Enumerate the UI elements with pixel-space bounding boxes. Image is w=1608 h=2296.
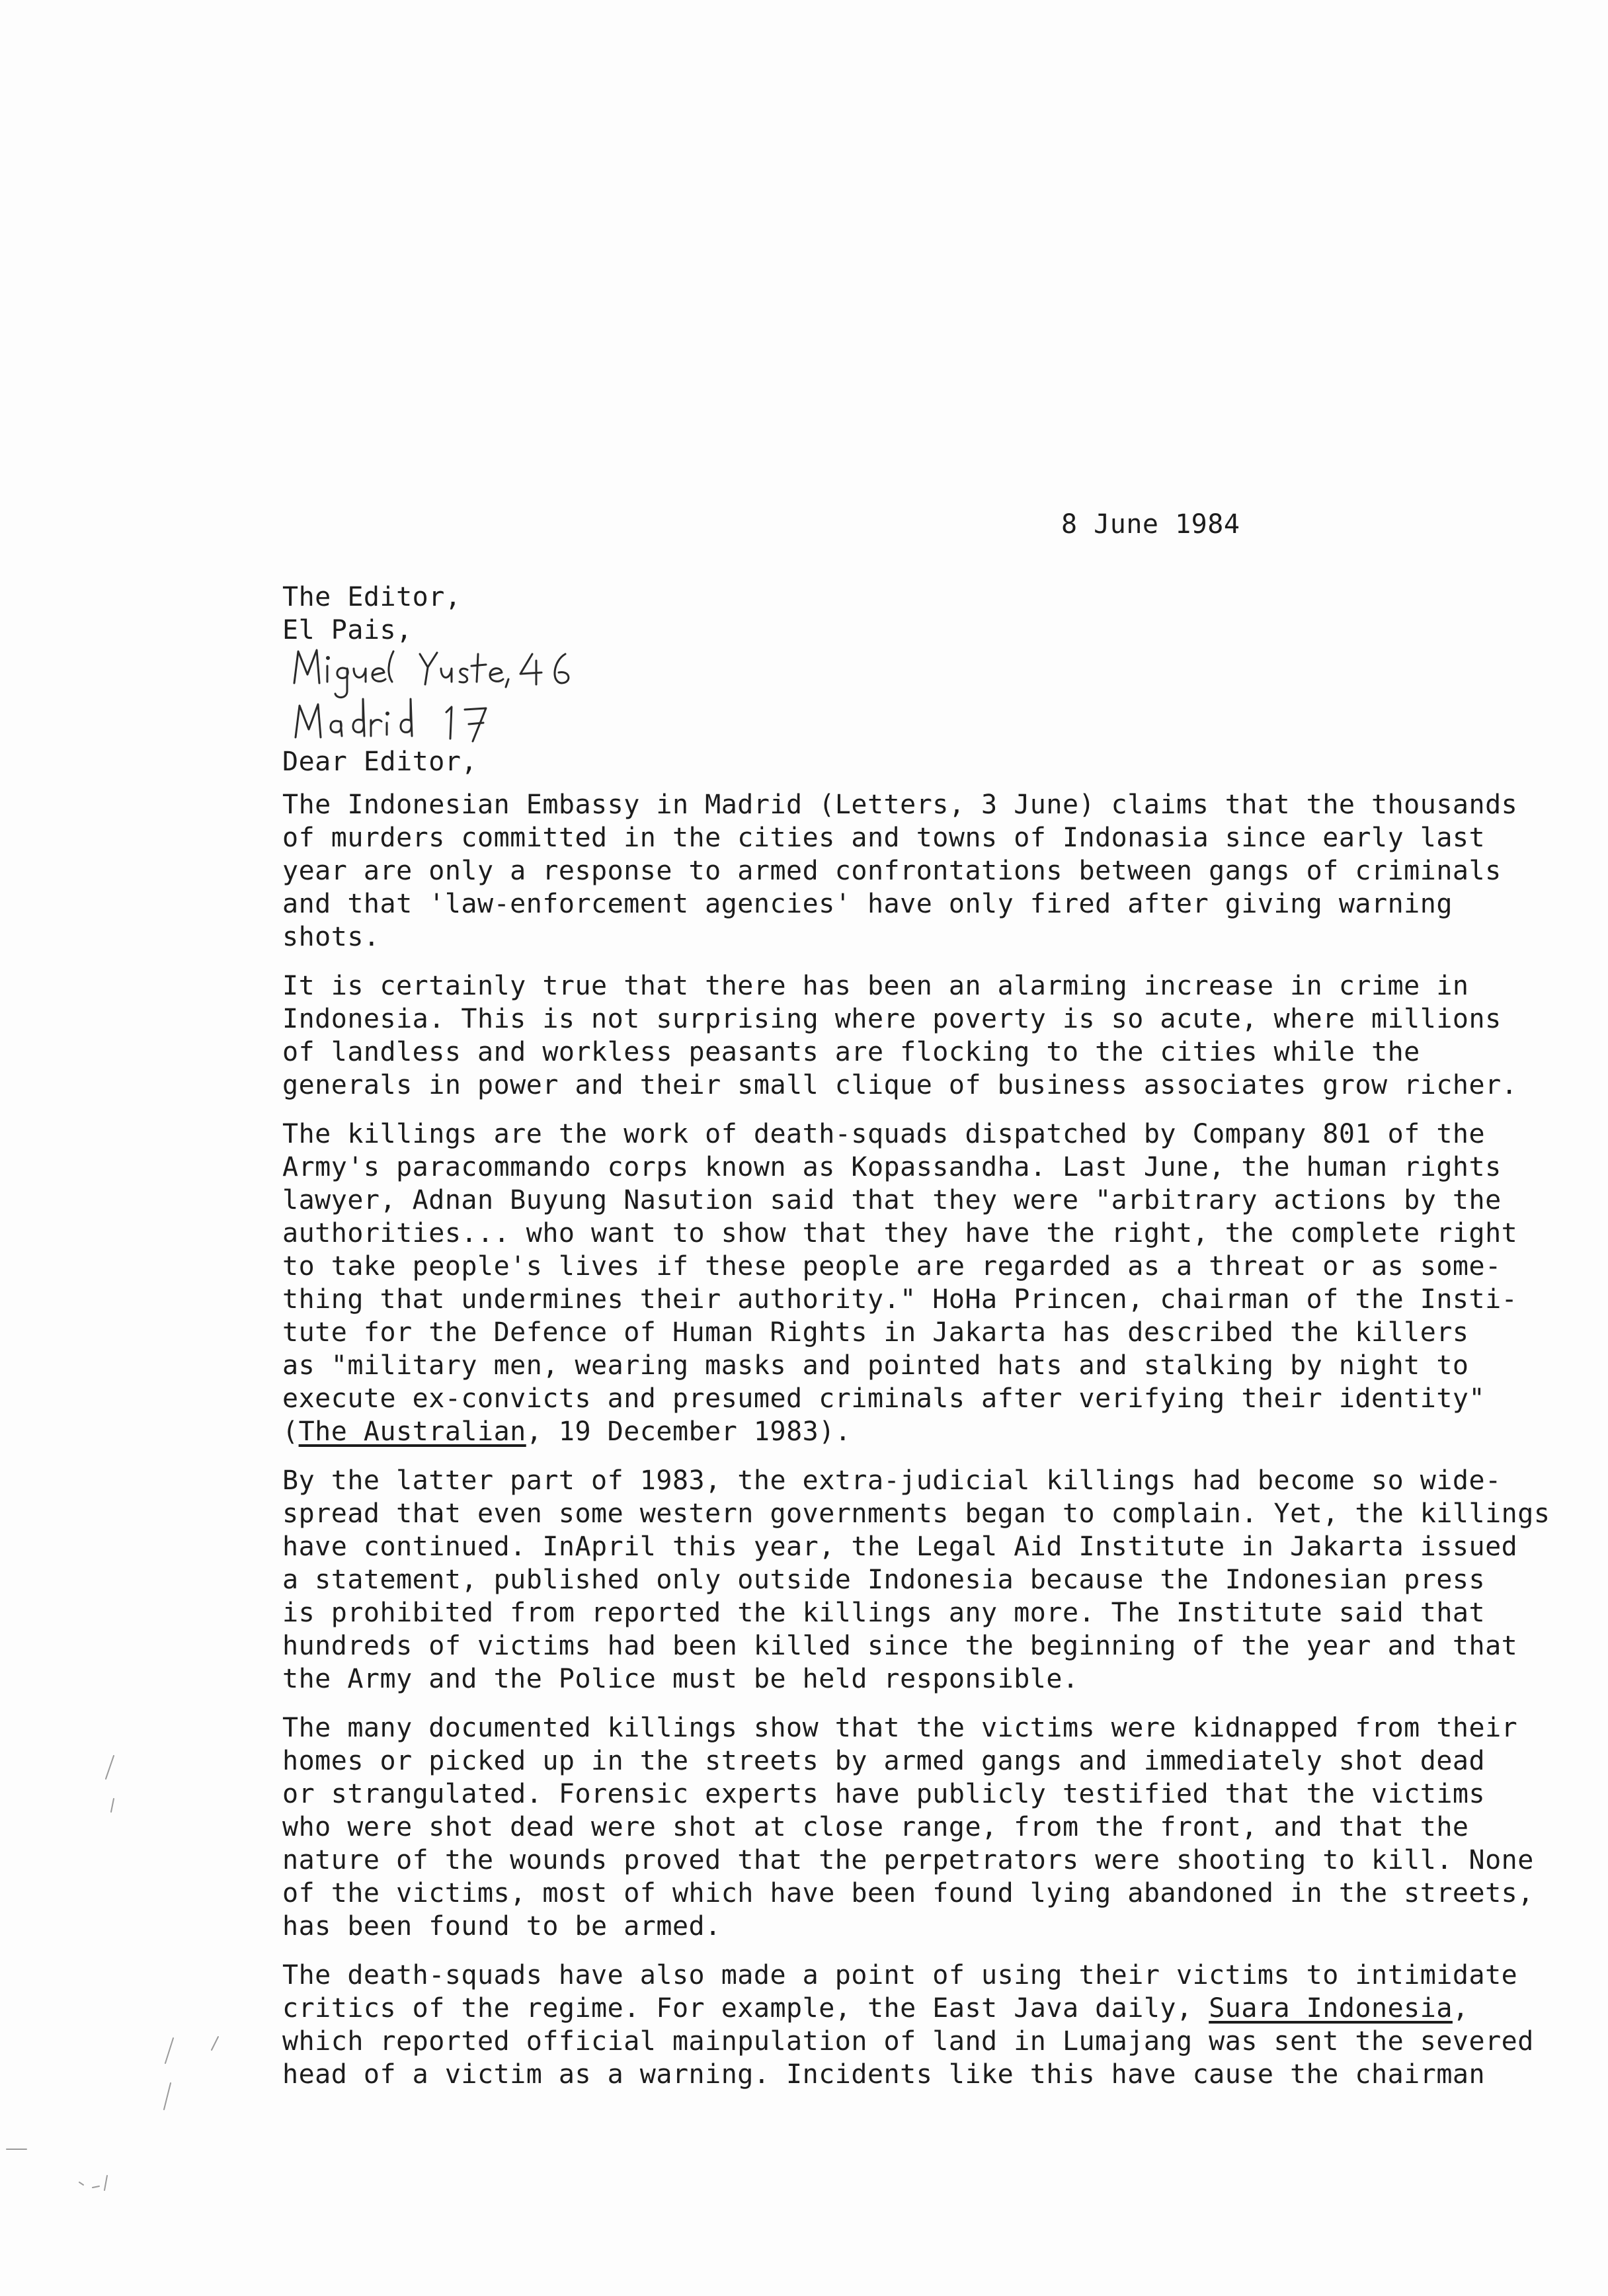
body-line: The Indonesian Embassy in Madrid (Letters, 3 June) claims that the thousands	[282, 790, 1518, 820]
address-line-editor: The Editor,	[282, 582, 462, 612]
body-line: tute for the Defence of Human Rights in Jakarta has described the killers	[282, 1317, 1469, 1348]
letter-date: 8 June 1984	[1061, 509, 1240, 540]
body-line: the Army and the Police must be held responsible.	[282, 1664, 1079, 1694]
body-line: head of a victim as a warning. Incidents like this have cause the chairman	[282, 2059, 1486, 2090]
paragraph-documented-killings	[282, 1711, 1578, 1943]
body-line: which reported official mainpulation of land in Lumajang was sent the severed	[282, 2026, 1534, 2057]
letter-body	[282, 788, 1578, 2107]
body-line: hundreds of victims had been killed since the beginning of the year and that	[282, 1631, 1518, 1661]
handwritten-address	[288, 645, 592, 744]
body-line: Indonesia. This is not surprising where poverty is so acute, where millions	[282, 1004, 1502, 1034]
body-line: The killings are the work of death-squads dispatched by Company 801 of the	[282, 1119, 1486, 1149]
paragraph-embassy-claim	[282, 788, 1578, 954]
body-line: generals in power and their small clique of business associates grow richer.	[282, 1070, 1518, 1100]
body-line: shots.	[282, 922, 380, 952]
body-line: of landless and workless peasants are flocking to the cities while the	[282, 1037, 1420, 1067]
body-line: or strangulated. Forensic experts have publicly testified that the victims	[282, 1779, 1486, 1809]
body-line: authorities... who want to show that they have the right, the complete right	[282, 1218, 1518, 1249]
paragraph-intimidation	[282, 1959, 1578, 2091]
body-line: critics of the regime. For example, the East Java daily, Suara Indonesia,	[282, 1993, 1469, 2024]
body-line: The death-squads have also made a point of using their victims to intimidate	[282, 1960, 1518, 1990]
body-line: a statement, published only outside Indonesia because the Indonesian press	[282, 1565, 1486, 1595]
body-line: has been found to be armed.	[282, 1911, 721, 1942]
body-line: The many documented killings show that the victims were kidnapped from their	[282, 1713, 1518, 1743]
body-line: of murders committed in the cities and towns of Indonasia since early last	[282, 823, 1486, 853]
body-line: By the latter part of 1983, the extra-judicial killings had become so wide-	[282, 1465, 1502, 1496]
paragraph-1983-killings	[282, 1464, 1578, 1696]
salutation: Dear Editor,	[282, 747, 477, 777]
body-line: homes or picked up in the streets by armed gangs and immediately shot dead	[282, 1746, 1486, 1776]
paragraph-death-squads	[282, 1118, 1578, 1448]
body-line: have continued. InApril this year, the Legal Aid Institute in Jakarta issued	[282, 1532, 1518, 1562]
body-line: year are only a response to armed confrontations between gangs of criminals	[282, 856, 1502, 886]
body-line: of the victims, most of which have been found lying abandoned in the streets,	[282, 1878, 1534, 1908]
body-line: execute ex-convicts and presumed criminals after verifying their identity"	[282, 1383, 1486, 1414]
body-line: It is certainly true that there has been an alarming increase in crime in	[282, 971, 1469, 1001]
body-line: (The Australian, 19 December 1983).	[282, 1416, 852, 1447]
body-line: lawyer, Adnan Buyung Nasution said that they were "arbitrary actions by the	[282, 1185, 1502, 1215]
paragraph-crime-increase	[282, 969, 1578, 1102]
address-line-newspaper: El Pais,	[282, 615, 413, 645]
publication-title: The Australian	[298, 1416, 526, 1447]
recipient-address	[282, 581, 461, 647]
body-line: to take people's lives if these people are regarded as a threat or as some-	[282, 1251, 1502, 1282]
body-line: as "military men, wearing masks and pointed hats and stalking by night to	[282, 1350, 1469, 1381]
body-line: thing that undermines their authority." HoHa Princen, chairman of the Insti-	[282, 1284, 1518, 1315]
body-line: spread that even some western governments began to complain. Yet, the killings	[282, 1498, 1550, 1529]
body-line: nature of the wounds proved that the perpetrators were shooting to kill. None	[282, 1845, 1534, 1875]
body-line: Army's paracommando corps known as Kopassandha. Last June, the human rights	[282, 1152, 1502, 1182]
publication-title: Suara Indonesia	[1209, 1993, 1453, 2024]
body-line: is prohibited from reported the killings any more. The Institute said that	[282, 1598, 1486, 1628]
body-line: who were shot dead were shot at close range, from the front, and that the	[282, 1812, 1469, 1842]
body-line: and that 'law-enforcement agencies' have only fired after giving warning	[282, 889, 1453, 919]
